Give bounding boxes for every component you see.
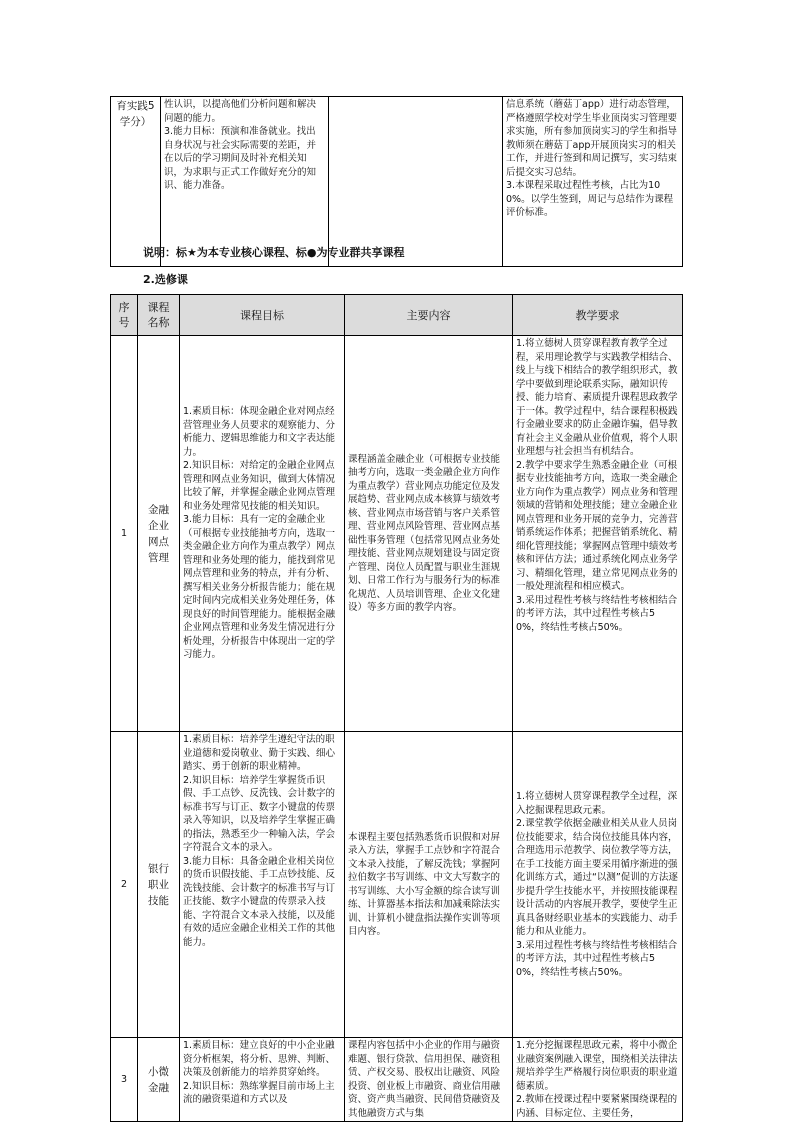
requirement-line: 2.课堂教学依据金融业相关从业人员岗位技能要求，结合岗位技能具体内容，合理选用示范教学、岗位教学等方法，在手工技能方面主要采用循序渐进的强化训练方式，通过“以测”促训的方法逐步提升学生技能水平，并按照技能课程设计活动的内容展开教学，要使学生正真具备财经职业基本的实践能力、动手能力和从业能力。 xyxy=(516,818,678,937)
row-goal xyxy=(180,732,345,1038)
requirement-line: 2.教师在授课过程中要紧紧围绕课程的内涵、目标定位、主要任务， xyxy=(516,1094,678,1119)
row-content: 本课程主要包括熟悉货币识假和对屏录入方法，掌握手工点钞和字符混合文本录入技能，了解反洗钱；掌握阿拉伯数字书写训练、中文大写数字的书写训练、大小写金额的综合读写训练、计算器基本指法和加减乘除法实训、计算机小键盘指法操作实训等项目内容。 xyxy=(345,732,513,1038)
requirement-line: 3.采用过程性考核与终结性考核相结合的考评方法，其中过程性考核占50%，终结性考核占50%。 xyxy=(516,594,678,633)
goal-line: 2.知识目标：熟练掌握目前市场上主流的融资渠道和方式以及 xyxy=(183,1080,335,1105)
header-requirement: 教学要求 xyxy=(513,295,683,336)
goal-line: 3.能力目标：具有一定的金融企业（可根据专业技能抽考方向，选取一类金融企业方向作为重点教学）网点管理和业务处理的能力，能找到常见网点管理和业务的特点，并有分析、撰写相关业务分析报告能力；能在规定时间内完成相关业务处理任务，体现良好的时间管理能力。能根据金融企业网点管理和业务发生情况进行分析处理，分析报告中体现出一定的学习能力。 xyxy=(183,514,336,661)
goal-line: 2.知识目标：对给定的金融企业网点管理和网点业务知识，做到大体情况比较了解，并掌握金融企业网点管理和业务处理常见技能的相关知识。 xyxy=(183,460,336,512)
row-requirement xyxy=(513,1038,683,1122)
goal-line: 1.素质目标：建立良好的中小企业融资分析框架，将分析、思辨、判断、决策及创新能力的培养贯穿始终。 xyxy=(183,1040,336,1078)
section-title: 2.选修课 xyxy=(143,273,188,286)
row-content: 课程涵盖金融企业（可根据专业技能抽考方向，选取一类金融企业方向作为重点教学）营业网点功能定位及发展趋势、营业网点成本核算与绩效考核、营业网点市场营销与客户关系管理、营业网点风险管理、营业网点基础性事务管理（包括常见网点业务处理技能、营业网点规划建设与固定资产管理、岗位人员配置与职业生涯规划、日常工作行为与服务行为的标准化规范、人员培训管理、企业文化建设）等多方面的教学内容。 xyxy=(345,336,513,732)
requirement-line: 3.采用过程性考核与终结性考核相结合的考评方法，其中过程性考核占50%，终结性考核占50%。 xyxy=(516,939,678,978)
goal-line: 2.知识目标：培养学生掌握货币识假、手工点钞、反洗钱、会计数字的标准书写与订正、数字小键盘的传票录入等知识，以及培养学生掌握正确的指法，熟悉至少一种输入法，学会字符混合文本的录入。 xyxy=(183,774,336,853)
header-goal: 课程目标 xyxy=(180,295,345,336)
table-note: 说明：标★为本专业核心课程、标●为专业群共享课程 xyxy=(143,246,405,259)
header-num: 序号 xyxy=(111,295,138,336)
goal-line: 1.素质目标：体现金融企业对网点经营管理业务人员要求的观察能力、分析能力、逻辑思维能力和文字表达能力。 xyxy=(183,406,336,458)
course-requirement-cell xyxy=(503,97,683,267)
requirement-line: 1.将立德树人贯穿课程教学全过程，深入挖掘课程思政元素。 xyxy=(516,791,678,816)
requirement-line: 1.充分挖掘课程思政元素，将中小微企业融资案例融入课堂，围绕相关法律法规培养学生严格履行岗位职责的职业道德素质。 xyxy=(516,1040,678,1092)
header-name: 课程名称 xyxy=(138,295,180,336)
goal-line: 3.能力目标：预演和准备就业。找出自身状况与社会实际需要的差距，并在以后的学习期间及时补充相关知识，为求职与正式工作做好充分的知识、能力准备。 xyxy=(164,126,317,191)
goal-line: 性认识，以提高他们分析问题和解决问题的能力。 xyxy=(164,99,317,124)
row-requirement xyxy=(513,732,683,1038)
goal-line: 3.能力目标：具备金融企业相关岗位的货币识假技能、手工点钞技能、反洗钱技能、会计数字的标准书写与订正技能、数字小键盘的传票录入技能、字符混合文本录入技能，以及能有效的适应金融企业相关工作的其他能力。 xyxy=(183,855,336,948)
requirement-line: 2.教学中要求学生熟悉金融企业（可根据专业技能抽考方向，选取一类金融企业方向作为重点教学）网点业务和管理领域的营销和处理技能；建立金融企业网点管理和业务开展的竞争力，完善营销系统运作体系；把握营销系统化、精细化管理技能；掌握网点管理中绩效考核和评估方法；通过系统化网点业务学习、精细化管理，建立常见网点业务的一般处理流程和相应模式。 xyxy=(516,459,678,592)
table-header-row xyxy=(111,295,683,336)
goal-line: 1.素质目标：培养学生遵纪守法的职业道德和爱岗敬业、勤于实践、细心踏实、勇于创新的职业精神。 xyxy=(183,734,336,772)
elective-course-table xyxy=(110,294,683,1122)
requirement-line: 1.将立德树人贯穿课程教育教学全过程，采用理论教学与实践教学相结合、线上与线下相结合的教学组织形式，教学中要做到理论联系实际，融知识传授、能力培育、素质提升课程思政教学于一体。教学过程中，结合课程积极践行金融业要求的防止金融诈骗，倡导教育社会主义金融从业价值观，将个人职业理想与社会担当有机结合。 xyxy=(516,338,678,457)
row-course-name: 银行职业技能 xyxy=(138,732,180,1038)
requirement-line: 信息系统（蘑菇丁app）进行动态管理，严格遵照学校对学生毕业顶岗实习管理要求实施，所有参加顶岗实习的学生和指导教师须在蘑菇丁app开展顶岗实习的相关工作，并进行签到和周记撰写，实习结束后提交实习总结。 xyxy=(506,99,678,178)
course-content-cell xyxy=(329,97,503,267)
row-course-name: 小微金融 xyxy=(138,1038,180,1122)
row-requirement xyxy=(513,336,683,732)
row-num: 2 xyxy=(111,732,138,1038)
row-course-name: 金融企业网点管理 xyxy=(138,336,180,732)
row-goal xyxy=(180,1038,345,1122)
row-content: 课程内容包括中小企业的作用与融资难题、银行贷款、信用担保、融资租赁、产权交易、股权出让融资、风险投资、创业板上市融资、商业信用融资、资产典当融资、民间借贷融资及其他融资方式与集 xyxy=(345,1038,513,1122)
row-num: 1 xyxy=(111,336,138,732)
table-row xyxy=(111,732,683,1038)
table-row xyxy=(111,336,683,732)
requirement-line: 3.本课程采取过程性考核，占比为100%。以学生签到，周记与总结作为课程评价标准。 xyxy=(506,180,674,218)
practice-course-table-continuation xyxy=(110,96,683,267)
table-row xyxy=(111,1038,683,1122)
course-goal-cell xyxy=(161,97,329,267)
row-num: 3 xyxy=(111,1038,138,1122)
header-content: 主要内容 xyxy=(345,295,513,336)
course-name-cell: 育实践5学分） xyxy=(111,97,161,267)
row-goal xyxy=(180,336,345,732)
